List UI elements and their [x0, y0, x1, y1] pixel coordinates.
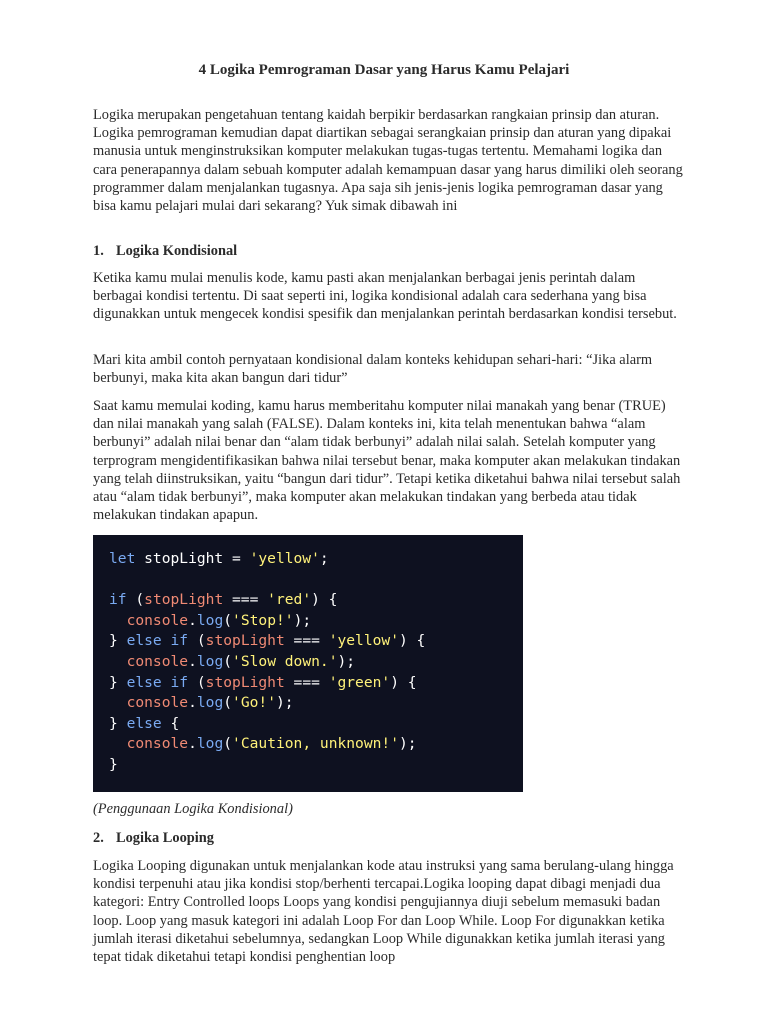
code-token-plain: .: [188, 694, 197, 712]
code-token-plain: );: [293, 611, 312, 629]
code-token-plain: (: [223, 735, 233, 753]
code-line: [109, 734, 523, 755]
code-token-keyword: else if: [126, 632, 189, 650]
code-token-plain: .: [188, 652, 197, 670]
code-token-plain: (: [223, 611, 233, 629]
looping-paragraph-1: Logika Looping digunakan untuk menjalankan kode atau instruksi yang sama berulang-ulang hingga kondisi terpenuhi atau jika kondisi stop/berhenti tercapai.Logika looping dapat dibagi menjadi dua kategori: Entry Controlled loops Loops yang kondisi pengujiannya diuji sebelum memasuki badan loop. Loop yang masuk kategori ini adalah Loop For dan Loop While. Loop For digunakkan ketika jumlah iterasi diketahui sebelumnya, sedangkan Loop While digunakkan ketika jumlah iterasi yang tepat tidak diketahui tetapi kondisi penghentian loop: [93, 858, 674, 966]
code-line: [109, 631, 523, 652]
code-token-keyword: if: [109, 591, 127, 609]
code-token-string: 'red': [267, 591, 312, 609]
code-token-plain: }: [109, 755, 118, 773]
code-token-plain: [109, 612, 127, 629]
code-token-plain: ) {: [311, 591, 338, 609]
kondisional-paragraph-2: Mari kita ambil contoh pernyataan kondisional dalam konteks kehidupan sehari-hari: “Jika alarm berbunyi, maka kita akan bangun dari tidur”: [93, 352, 653, 387]
code-token-plain: );: [337, 652, 356, 670]
code-token-plain: [109, 694, 127, 711]
code-token-plain: (: [188, 673, 206, 691]
code-token-string: 'Slow down.': [232, 652, 338, 670]
code-token-string: 'Stop!': [232, 611, 294, 629]
code-token-var: stopLight: [205, 673, 285, 691]
code-token-string: 'Caution, unknown!': [232, 735, 399, 753]
section-heading-kondisional: [93, 242, 683, 260]
code-token-method: log: [196, 652, 224, 670]
code-token-plain: (: [223, 652, 233, 670]
code-token-plain: ===: [284, 673, 329, 691]
code-token-plain: [109, 653, 127, 670]
code-token-var: console: [126, 611, 189, 629]
code-line: [109, 673, 523, 694]
code-token-plain: stopLight =: [135, 550, 250, 567]
section-heading-looping: [93, 829, 683, 847]
code-token-plain: }: [109, 673, 127, 691]
code-line: [109, 693, 523, 714]
code-token-plain: ) {: [398, 632, 426, 650]
code-token-plain: ) {: [390, 673, 417, 691]
section-number: 1.: [93, 243, 104, 259]
code-token-keyword: let: [109, 550, 136, 567]
code-token-var: console: [126, 735, 189, 753]
code-token-string: 'Go!': [232, 694, 276, 712]
kondisional-paragraph-3: Saat kamu memulai koding, kamu harus memberitahu komputer nilai manakah yang benar (TRUE) dan nilai manakah yang salah (FALSE). Dalam konteks ini, kita telah menentukan bahwa “alam berbunyi” adalah nilai benar dan “alam tidak berbunyi” adalah nilai salah. Setelah komputer yang terprogram mengidentifikasikan bahwa nilai tersebut benar, maka komputer akan melakukan tindakan yang telah diinstruksikan, yaitu “bangun dari tidur”. Tetapi ketika diketahui bahwa nilai tersebut salah atau “alam tidak berbunyi”, maka komputer akan melakukan tindakan yang berbeda atau tidak melakukan tindakan apapun.: [93, 398, 681, 524]
code-token-plain: }: [109, 632, 127, 650]
code-token-plain: );: [275, 694, 294, 712]
section-number: 2.: [93, 830, 104, 846]
code-token-string: 'yellow': [328, 632, 399, 650]
code-line: [109, 714, 523, 735]
section-heading-label: Logika Kondisional: [116, 243, 238, 259]
code-line: [109, 755, 523, 776]
code-token-var: stopLight: [144, 591, 224, 609]
code-token-plain: (: [126, 591, 145, 609]
code-token-plain: }: [109, 714, 127, 732]
kondisional-paragraph-1: Ketika kamu mulai menulis kode, kamu pasti akan menjalankan berbagai jenis perintah dalam berbagai kondisi tertentu. Di saat seperti ini, logika kondisional adalah cara sederhana yang bisa digunakkan untuk mengecek kondisi spesifik dan menjalankan perintah berdasarkan kondisi tersebut.: [93, 270, 677, 323]
code-line: [109, 549, 523, 570]
code-token-plain: ;: [319, 550, 329, 567]
code-snippet-image: [93, 535, 523, 792]
code-line: [109, 611, 523, 632]
code-token-plain: ===: [223, 591, 268, 609]
section-heading-label: Logika Looping: [116, 830, 214, 846]
code-token-var: stopLight: [205, 632, 285, 650]
intro-paragraph: Logika merupakan pengetahuan tentang kaidah berpikir berdasarkan rangkaian prinsip dan aturan. Logika pemrograman kemudian dapat diartikan sebagai serangkaian prinsip dan aturan yang dipakai manusia untuk menginstruksikan komputer melakukan tugas-tugas tertentu. Memahami logika dan cara penerapannya dalam sebuah komputer adalah kemampuan dasar yang harus dimiliki oleh seorang programmer dalam menjalankan tugasnya. Apa saja sih jenis-jenis logika pemrograman dasar yang bisa kamu pelajari mulai dari sekarang? Yuk simak dibawah ini: [93, 107, 683, 215]
code-token-plain: (: [223, 694, 233, 712]
code-token-var: console: [126, 652, 189, 670]
code-token-string: 'yellow': [249, 550, 320, 567]
code-token-method: log: [196, 611, 224, 629]
code-caption: (Penggunaan Logika Kondisional): [93, 801, 293, 817]
code-token-plain: (: [188, 632, 206, 650]
code-token-keyword: else if: [126, 673, 189, 691]
code-token-keyword: else: [126, 714, 162, 732]
code-token-method: log: [196, 735, 224, 753]
code-token-plain: [109, 735, 127, 752]
code-token-plain: .: [188, 735, 197, 753]
code-line: [109, 590, 523, 611]
code-token-string: 'green': [328, 673, 391, 691]
document-title: 4 Logika Pemrograman Dasar yang Harus Kamu Pelajari: [198, 62, 570, 78]
code-token-plain: {: [161, 714, 180, 732]
code-token-var: console: [126, 694, 189, 712]
code-token-method: log: [196, 694, 224, 712]
code-line: [109, 570, 523, 591]
code-token-plain: ===: [284, 632, 329, 650]
code-token-plain: .: [188, 611, 197, 629]
code-token-plain: );: [398, 735, 417, 753]
code-line: [109, 652, 523, 673]
